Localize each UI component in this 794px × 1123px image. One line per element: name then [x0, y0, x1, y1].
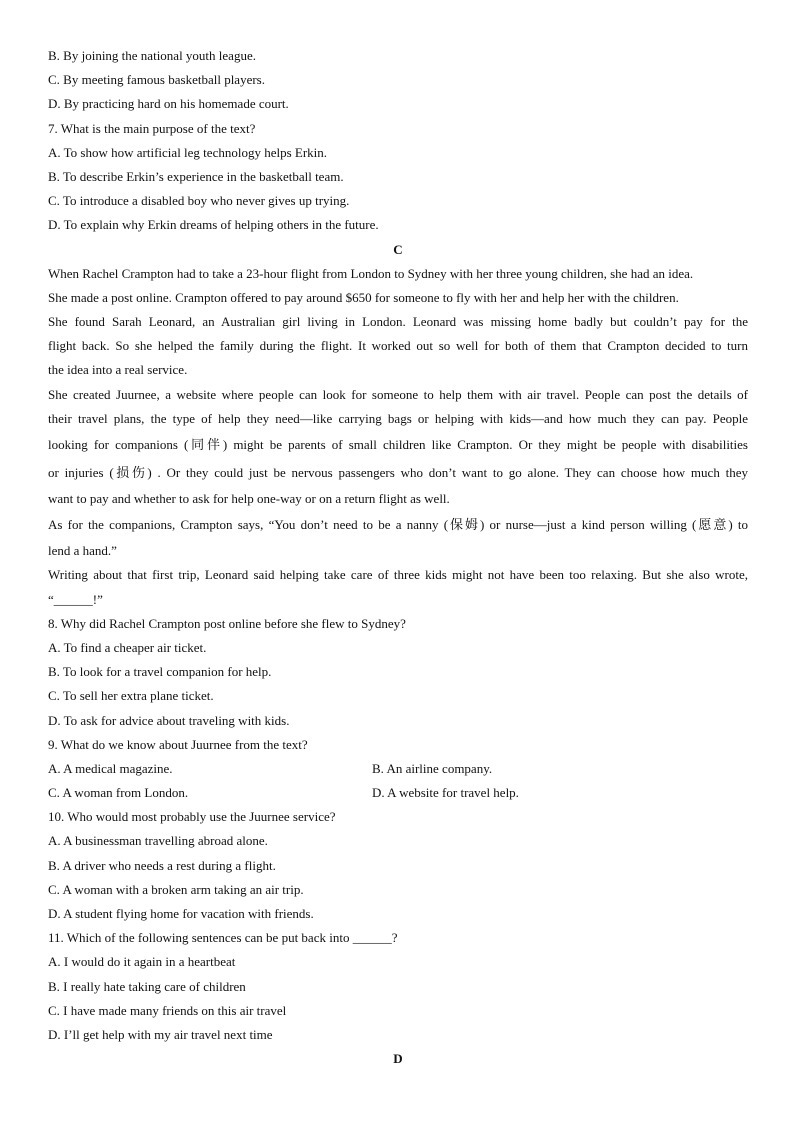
q10-stem: 10. Who would most probably use the Juurnee service?: [48, 809, 336, 825]
q8-option-d: D. To ask for advice about traveling with kids.: [48, 712, 290, 728]
q8-option-c: C. To sell her extra plane ticket.: [48, 688, 214, 704]
q9-option-b: B. An airline company.: [372, 760, 493, 776]
q8-stem: 8. Why did Rachel Crampton post online before she flew to Sydney?: [48, 615, 406, 631]
question-9: [48, 733, 748, 806]
q6-option-c: C. By meeting famous basketball players.: [48, 72, 265, 88]
passage-c: [48, 262, 748, 612]
paragraph-line: As for the companions, Crampton says, “You don’t need to be a nanny (保姆) or nurse—just a kind person willing (愿意) to: [48, 517, 748, 533]
paragraph-line: She made a post online. Crampton offered to pay around $650 for someone to fly with her and help her with the children.: [48, 289, 679, 305]
q9-option-a: A. A medical magazine.: [48, 760, 173, 776]
question-10: [48, 805, 748, 926]
q11-option-c: C. I have made many friends on this air travel: [48, 1002, 287, 1018]
section-d-heading: D: [393, 1051, 403, 1067]
question-11: [48, 926, 748, 1047]
paragraph-line: Writing about that first trip, Leonard said helping take care of three kids might not have been too relaxing. But she also wrote,: [48, 567, 748, 583]
paragraph-line: “______!”: [48, 591, 103, 607]
q7-option-b: B. To describe Erkin’s experience in the basketball team.: [48, 168, 344, 184]
question-8: [48, 612, 748, 733]
section-c-heading: C: [393, 241, 403, 257]
q11-stem: 11. Which of the following sentences can be put back into ______?: [48, 930, 398, 946]
q9-option-d: D. A website for travel help.: [372, 785, 519, 801]
paragraph-line: When Rachel Crampton had to take a 23-hour flight from London to Sydney with her three young children, she had an idea.: [48, 265, 694, 281]
paragraph-line: She created Juurnee, a website where people can look for someone to help them with air travel. People can post the details of: [48, 386, 748, 402]
q9-options-row-2: [48, 781, 748, 805]
q9-stem: 9. What do we know about Juurnee from the text?: [48, 736, 308, 752]
q10-option-a: A. A businessman travelling abroad alone.: [48, 833, 268, 849]
q10-option-d: D. A student flying home for vacation with friends.: [48, 906, 314, 921]
paragraph-line: lend a hand.”: [48, 543, 117, 559]
q10-option-c: C. A woman with a broken arm taking an air trip.: [48, 881, 304, 897]
q7-option-c: C. To introduce a disabled boy who never gives up trying.: [48, 193, 350, 209]
question-7: [48, 117, 748, 238]
q11-option-a: A. I would do it again in a heartbeat: [48, 954, 236, 970]
q6-options: [48, 44, 748, 117]
q8-option-a: A. To find a cheaper air ticket.: [48, 639, 207, 655]
q6-option-d: D. By practicing hard on his homemade court.: [48, 96, 289, 112]
q7-option-d: D. To explain why Erkin dreams of helping others in the future.: [48, 217, 379, 233]
paragraph-line: She found Sarah Leonard, an Australian girl living in London. Leonard was missing home badly but couldn’t pay for the: [48, 314, 748, 330]
q7-option-a: A. To show how artificial leg technology helps Erkin.: [48, 144, 328, 160]
paragraph-line: flight back. So she helped the family during the flight. It worked out so well for both of them that Crampton decided to turn: [48, 338, 748, 354]
paragraph-line: or injuries (损伤) . Or they could just be nervous passengers who don’t want to go alone. They can choose how much they: [48, 465, 748, 480]
q11-option-b: B. I really hate taking care of children: [48, 978, 246, 994]
passage-paragraph-6: [48, 563, 748, 611]
q9-option-c: C. A woman from London.: [48, 785, 189, 801]
paragraph-line: their travel plans, the type of help they need—like carrying bags or helping with kids—and how much they can pay. People: [48, 410, 748, 426]
passage-paragraph-5: [48, 511, 748, 563]
q9-options-row-1: [48, 757, 748, 781]
passage-paragraph-4: [48, 383, 748, 512]
q10-option-b: B. A driver who needs a rest during a flight.: [48, 857, 276, 873]
paragraph-line: looking for companions (同伴) might be parents of small children like Crampton. Or they might be people with disabilities: [48, 437, 748, 452]
q11-option-d: D. I’ll get help with my air travel next time: [48, 1026, 273, 1042]
q6-option-b: B. By joining the national youth league.: [48, 48, 256, 63]
passage-paragraph-1: [48, 262, 748, 286]
paragraph-line: the idea into a real service.: [48, 362, 188, 378]
exam-page: [48, 44, 748, 1071]
passage-paragraph-3: [48, 310, 748, 383]
q8-option-b: B. To look for a travel companion for help.: [48, 664, 272, 680]
paragraph-line: want to pay and whether to ask for help one-way or on a return flight as well.: [48, 491, 450, 506]
q7-stem: 7. What is the main purpose of the text?: [48, 120, 256, 136]
passage-paragraph-2: [48, 286, 748, 310]
